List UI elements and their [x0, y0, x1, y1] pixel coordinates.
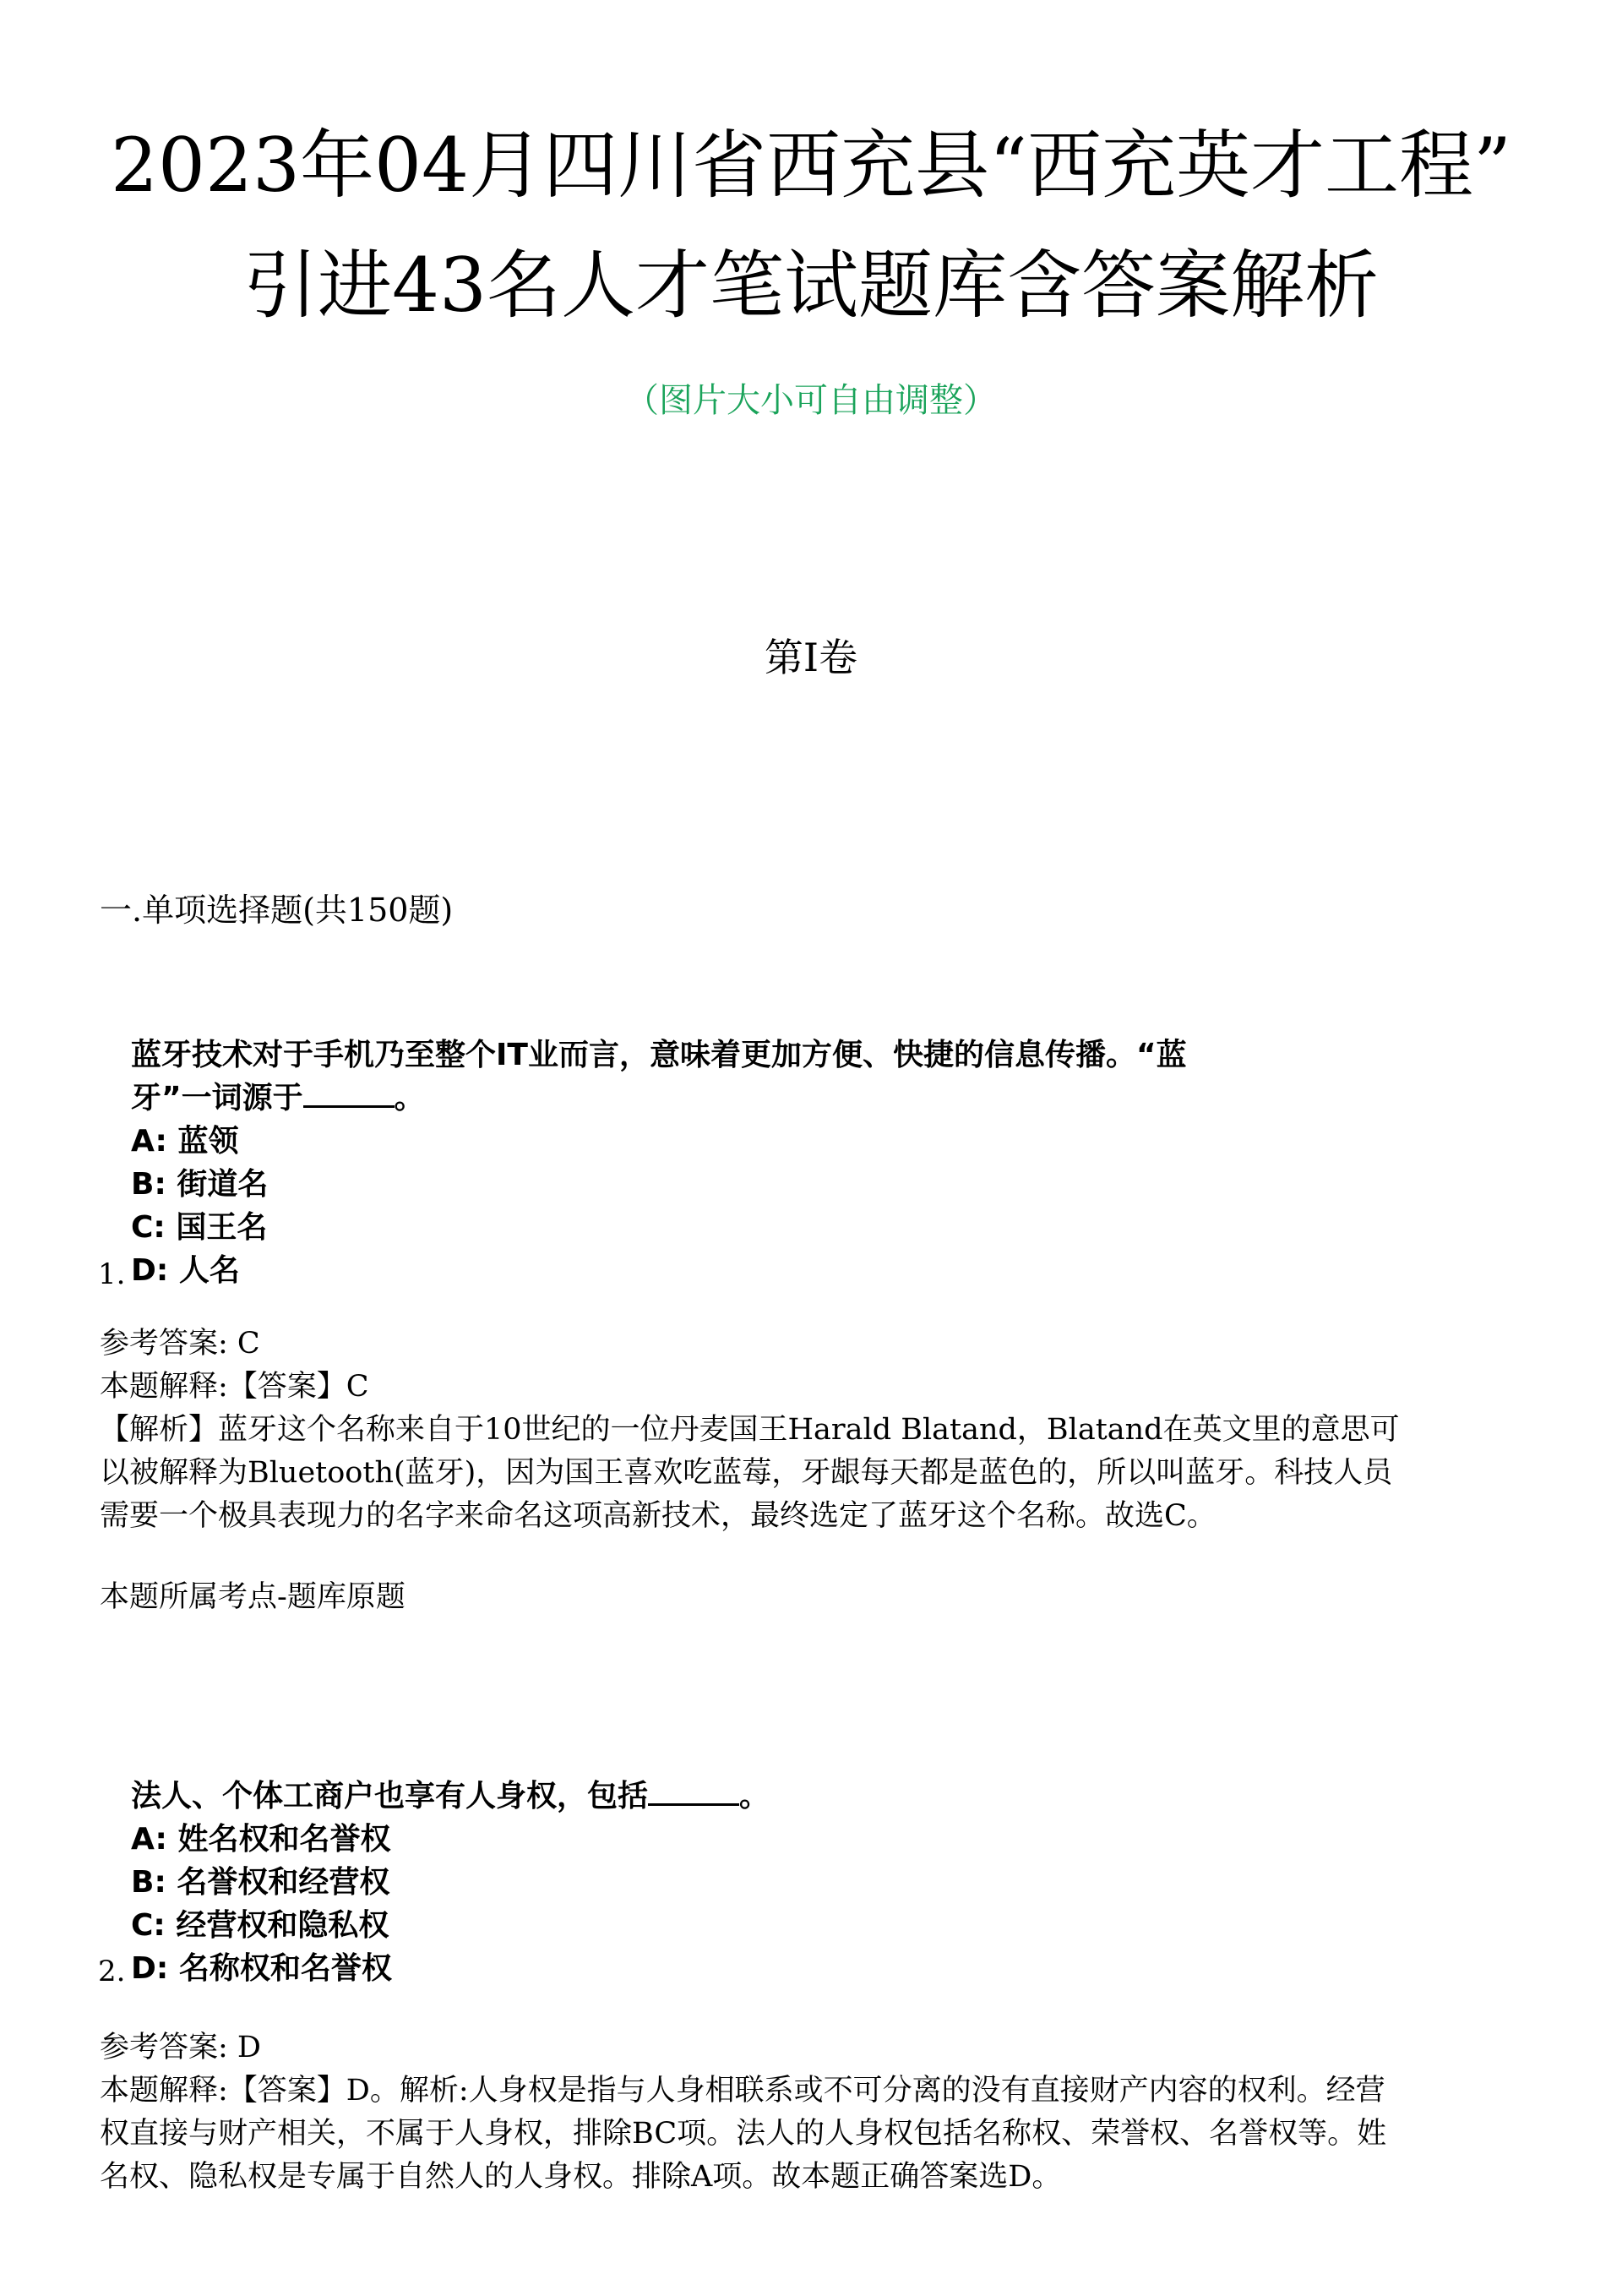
- question-2-stem: 法人、个体工商户也享有人身权，包括 。: [131, 1779, 770, 1813]
- question-1-stem-line2: 牙”一词源于 。: [131, 1081, 425, 1115]
- question-2-answer-block: [100, 2026, 1536, 2199]
- question-2-option-c: C: 经营权和隐私权: [131, 1908, 389, 1943]
- question-1-option-a: A: 蓝领: [131, 1124, 239, 1159]
- document-title-line1: 2023年04月四川省西充县“西充英才工程”: [111, 122, 1511, 209]
- answer-blank: [303, 1080, 395, 1108]
- question-1-number: 1.: [98, 1257, 126, 1291]
- question-1-answer: 参考答案: C: [100, 1327, 260, 1361]
- question-1-explanation-line4: 需要一个极具表现力的名字来命名这项高新技术，最终选定了蓝牙这个名称。故选C。: [100, 1499, 1216, 1533]
- question-1-stem-line1: 蓝牙技术对于手机乃至整个IT业而言，意味着更加方便、快捷的信息传播。“蓝: [131, 1038, 1187, 1072]
- question-1-option-d: D: 人名: [131, 1253, 240, 1288]
- question-2-explanation-line2: 权直接与财产相关，不属于人身权，排除BC项。法人的人身权包括名称权、荣誉权、名誉权等。姓: [100, 2117, 1387, 2151]
- question-1-option-b: B: 街道名: [131, 1167, 269, 1202]
- question-1-option-c: C: 国王名: [131, 1210, 268, 1245]
- question-1-explanation-line1: 本题解释:【答案】C: [100, 1370, 369, 1404]
- question-1-explanation-line3: 以被解释为Bluetooth(蓝牙)，因为国王喜欢吃蓝莓，牙龈每天都是蓝色的，所以叫蓝牙。科技人员: [100, 1456, 1393, 1490]
- question-2-option-d: D: 名称权和名誉权: [131, 1951, 392, 1986]
- answer-blank: [648, 1778, 739, 1806]
- question-2-explanation-line3: 名权、隐私权是专属于自然人的人身权。排除A项。故本题正确答案选D。: [100, 2160, 1062, 2194]
- question-2: [131, 1775, 770, 1990]
- question-2-answer: 参考答案: D: [100, 2031, 261, 2064]
- question-2-explanation-line1: 本题解释:【答案】D。解析:人身权是指与人身相联系或不可分离的没有直接财产内容的权利。经营: [100, 2074, 1385, 2108]
- image-resize-note: （图片大小可自由调整）: [625, 381, 997, 420]
- question-1-answer-block: [100, 1323, 1536, 1538]
- question-1: [131, 1033, 1187, 1292]
- document-title-line2: 引进43名人才笔试题库含答案解析: [243, 242, 1379, 329]
- question-2-number: 2.: [98, 1955, 126, 1988]
- section-heading: 一.单项选择题(共150题): [100, 892, 454, 929]
- question-1-knowledge-point: 本题所属考点-题库原题: [100, 1580, 406, 1614]
- volume-heading: 第I卷: [764, 635, 858, 680]
- question-2-option-a: A: 姓名权和名誉权: [131, 1822, 391, 1857]
- question-2-option-b: B: 名誉权和经营权: [131, 1865, 390, 1900]
- question-1-explanation-line2: 【解析】蓝牙这个名称来自于10世纪的一位丹麦国王Harald Blatand，Blatand在英文里的意思可: [100, 1413, 1400, 1447]
